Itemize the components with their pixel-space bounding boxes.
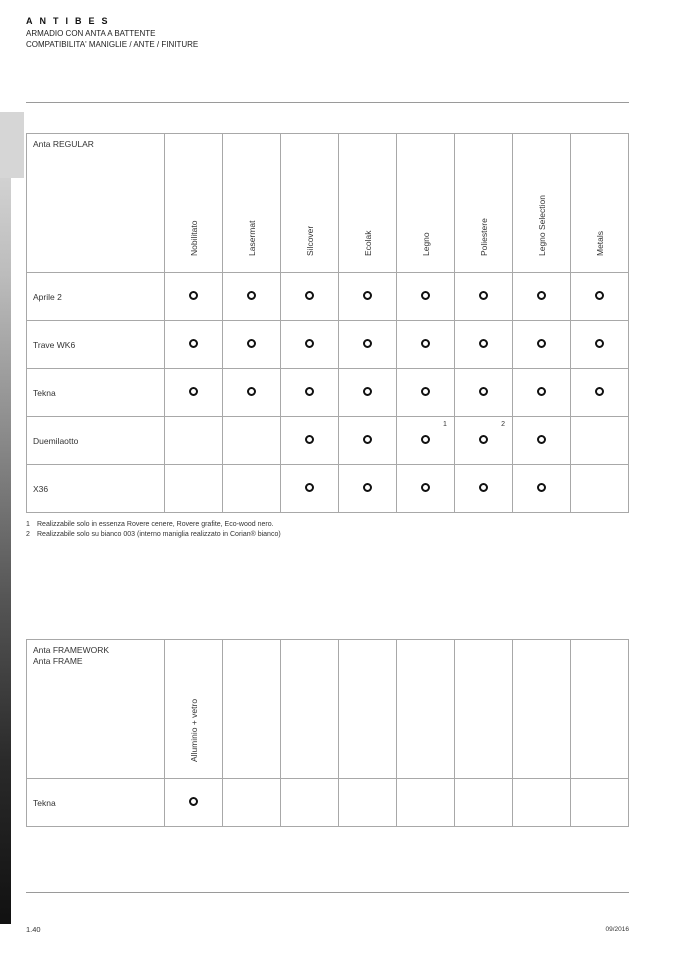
row-label: Trave WK6 [27, 321, 165, 369]
compatible-dot-icon [537, 483, 546, 492]
column-header-text: Ecolak [362, 230, 373, 256]
empty-column-header [397, 640, 455, 779]
compatibility-cell [513, 417, 571, 465]
compatible-dot-icon [305, 339, 314, 348]
compatibility-cell [513, 321, 571, 369]
compatibility-cell [339, 779, 397, 827]
table-row [27, 779, 629, 827]
compatible-dot-icon [479, 291, 488, 300]
compatibility-cell [455, 465, 513, 513]
compatibility-cell [339, 273, 397, 321]
compatible-dot-icon [421, 291, 430, 300]
compatibility-cell [339, 465, 397, 513]
compatibility-cell [281, 417, 339, 465]
top-divider [26, 102, 629, 103]
compatible-dot-icon [595, 339, 604, 348]
compatibility-cell [339, 417, 397, 465]
compatibility-cell [223, 273, 281, 321]
compatibility-cell [571, 321, 629, 369]
footnote-1: 1 Realizzabile solo in essenza Rovere cenere, Rovere grafite, Eco-wood nero. [26, 521, 274, 528]
compatibility-cell [165, 273, 223, 321]
frame-compatibility-table [26, 639, 629, 827]
compatible-dot-icon [305, 291, 314, 300]
regular-compatibility-table [26, 133, 629, 513]
column-header-text: Poliestere [478, 218, 489, 256]
compatible-dot-icon [363, 291, 372, 300]
table-row [27, 273, 629, 321]
compatible-dot-icon [421, 435, 430, 444]
compatible-dot-icon [537, 435, 546, 444]
table-row [27, 369, 629, 417]
compatibility-cell [397, 465, 455, 513]
compatible-dot-icon [479, 483, 488, 492]
table-row [27, 417, 629, 465]
footnote-marker: 1 [443, 421, 447, 428]
compatibility-cell [281, 465, 339, 513]
compatibility-cell [397, 417, 455, 465]
compatibility-cell [339, 369, 397, 417]
column-header-silcover [281, 134, 339, 273]
column-header-text: Lasermat [246, 220, 257, 256]
compatible-dot-icon [189, 291, 198, 300]
compatibility-cell [281, 369, 339, 417]
compatible-dot-icon [305, 435, 314, 444]
compatibility-cell [165, 779, 223, 827]
column-header-metals [571, 134, 629, 273]
footnote-marker: 2 [501, 421, 505, 428]
compatible-dot-icon [363, 435, 372, 444]
empty-column-header [339, 640, 397, 779]
compatibility-cell [397, 321, 455, 369]
compatible-dot-icon [421, 387, 430, 396]
compatibility-cell [571, 369, 629, 417]
compatible-dot-icon [363, 483, 372, 492]
column-header-alluminio-vetro [165, 640, 223, 779]
compatibility-cell [165, 321, 223, 369]
row-label: Tekna [27, 779, 165, 827]
compatible-dot-icon [537, 291, 546, 300]
compatibility-cell [455, 273, 513, 321]
row-label: Duemilaotto [27, 417, 165, 465]
compatibility-cell [223, 321, 281, 369]
compatible-dot-icon [479, 387, 488, 396]
column-header-lasermat [223, 134, 281, 273]
column-header-text: Alluminio + vetro [188, 698, 199, 762]
side-gradient-strip [0, 112, 11, 924]
compatible-dot-icon [479, 339, 488, 348]
frame-corner-label [27, 640, 165, 779]
column-header-text: Legno [420, 232, 431, 256]
subtitle-compatibility: COMPATIBILITA' MANIGLIE / ANTE / FINITURE [26, 40, 199, 49]
edition-date: 09/2016 [605, 926, 629, 933]
compatible-dot-icon [421, 483, 430, 492]
compatible-dot-icon [247, 339, 256, 348]
compatibility-cell [165, 417, 223, 465]
compatibility-cell [571, 465, 629, 513]
compatible-dot-icon [247, 387, 256, 396]
compatible-dot-icon [305, 387, 314, 396]
compatible-dot-icon [595, 291, 604, 300]
row-label: Aprile 2 [27, 273, 165, 321]
compatible-dot-icon [537, 387, 546, 396]
compatibility-cell [455, 369, 513, 417]
compatibility-cell [165, 465, 223, 513]
compatible-dot-icon [189, 387, 198, 396]
column-header-text: Legno Selection [536, 195, 547, 256]
compatibility-cell [513, 465, 571, 513]
empty-column-header [571, 640, 629, 779]
column-header-text: Silcover [304, 225, 315, 256]
compatibility-cell [571, 417, 629, 465]
compatible-dot-icon [189, 797, 198, 806]
compatibility-cell [455, 779, 513, 827]
table-row [27, 321, 629, 369]
compatible-dot-icon [363, 339, 372, 348]
column-header-legno-selection [513, 134, 571, 273]
compatibility-cell [513, 273, 571, 321]
column-header-legno [397, 134, 455, 273]
row-label: Tekna [27, 369, 165, 417]
compatibility-cell [397, 369, 455, 417]
compatibility-cell [571, 273, 629, 321]
compatibility-cell [397, 779, 455, 827]
compatibility-cell [455, 321, 513, 369]
compatibility-cell [339, 321, 397, 369]
compatibility-cell [397, 273, 455, 321]
column-header-nobilitato [165, 134, 223, 273]
compatibility-cell [455, 417, 513, 465]
compatible-dot-icon [595, 387, 604, 396]
brand-title: ANTIBES [26, 16, 115, 26]
regular-header-row [27, 134, 629, 273]
compatible-dot-icon [479, 435, 488, 444]
compatibility-cell [513, 779, 571, 827]
page-number: 1.40 [26, 925, 41, 934]
compatible-dot-icon [537, 339, 546, 348]
footnote-2: 2 Realizzabile solo su bianco 003 (interno maniglia realizzato in Corian® bianco) [26, 531, 281, 538]
frame-corner-line1: Anta FRAMEWORK [33, 645, 110, 655]
compatibility-cell [223, 465, 281, 513]
compatibility-cell [571, 779, 629, 827]
compatibility-cell [223, 417, 281, 465]
column-header-text: Nobilitato [188, 220, 199, 256]
compatibility-cell [513, 369, 571, 417]
compatibility-cell [281, 779, 339, 827]
compatible-dot-icon [247, 291, 256, 300]
compatibility-cell [223, 369, 281, 417]
column-header-ecolak [339, 134, 397, 273]
compatibility-cell [165, 369, 223, 417]
row-label: X36 [27, 465, 165, 513]
empty-column-header [513, 640, 571, 779]
column-header-text: Metals [594, 230, 605, 256]
frame-corner-line2: Anta FRAME [33, 656, 83, 666]
compatible-dot-icon [305, 483, 314, 492]
empty-column-header [455, 640, 513, 779]
compatible-dot-icon [421, 339, 430, 348]
regular-corner-label: Anta REGULAR [27, 134, 165, 273]
compatibility-cell [223, 779, 281, 827]
compatibility-cell [281, 273, 339, 321]
frame-header-row [27, 640, 629, 779]
side-tab [0, 112, 24, 178]
compatible-dot-icon [189, 339, 198, 348]
bottom-divider [26, 892, 629, 893]
column-header-poliestere [455, 134, 513, 273]
compatible-dot-icon [363, 387, 372, 396]
table-row [27, 465, 629, 513]
compatibility-cell [281, 321, 339, 369]
empty-column-header [281, 640, 339, 779]
subtitle-product: ARMADIO CON ANTA A BATTENTE [26, 29, 156, 38]
empty-column-header [223, 640, 281, 779]
